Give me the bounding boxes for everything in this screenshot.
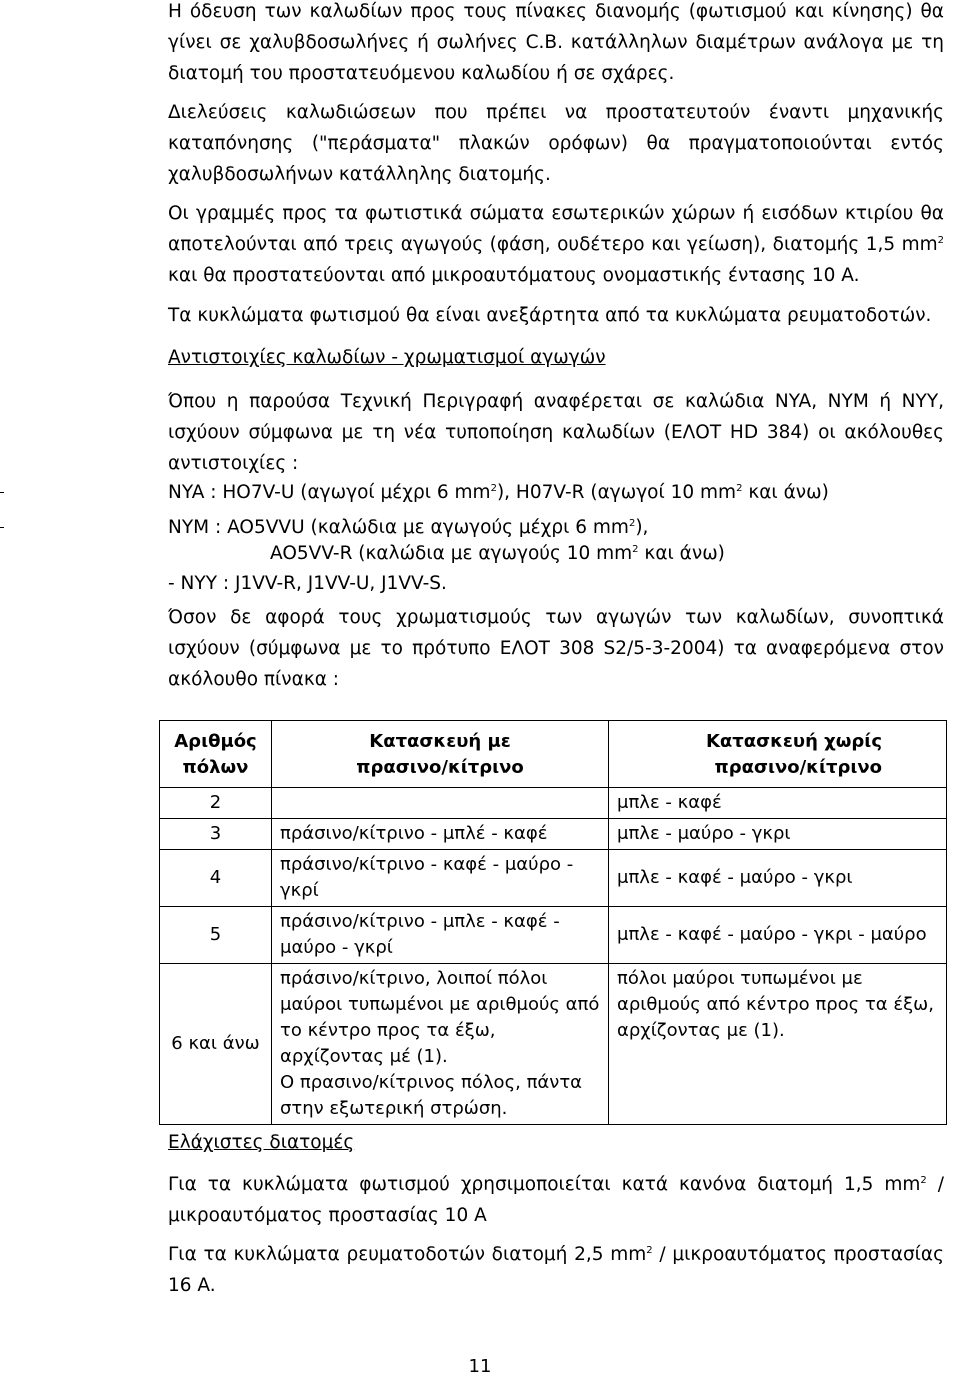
poles-cell: 4 [160,850,272,907]
nym-line: NYM : AO5VVU (καλώδια με αγωγούς μέχρι 6 $mm^2$), [168,517,649,538]
poles-cell: 2 [160,788,272,819]
lines-paragraph: Οι γραμμές προς τα φωτιστικά σώματα εσωτερικών χώρων ή εισόδων κτιρίου θα αποτελούνται από τρεις αγωγούς (φάση, ουδέτερο και γείωση), διατομής 1,5 $mm^2$ και θα προστατεύονται από μικροαυτόματους ονομαστικής έντασης 10 A. [168,203,944,286]
without-cell: μπλε - καφέ [609,788,947,819]
table-row [160,788,947,819]
header-poles: Αριθμός πόλων [160,721,272,788]
without-cell: μπλε - καφέ - μαύρο - γκρι [609,850,947,907]
table-row [160,907,947,964]
pole-colors-table [159,720,947,1125]
header-with-green-yellow: Κατασκευή με πρασινο/κίτρινο [272,721,609,788]
with-cell: πράσινο/κίτρινο - μπλε - καφέ - μαύρο - γκρί [272,907,609,964]
intro-paragraph: Η όδευση των καλωδίων προς τους πίνακες διανομής (φωτισμού και κίνησης) θα γίνει σε χαλυβδοσωλήνες ή σωλήνες C.B. κατάλληλων διαμέτρων ανάλογα με τη διατομή του προστατευόμενου καλωδίου ή σε σχάρες. [168,1,944,84]
nyy-line: - NYY : J1VV-R, J1VV-U, J1VV-S. [168,573,447,594]
lighting-min-section-paragraph: Για τα κυκλώματα φωτισμού χρησιμοποιείται κατά κανόνα διατομή 1,5 $mm^2$ / μικροαυτόματος προστασίας 10 A [168,1174,945,1226]
correspondence-heading: Αντιστοιχίες καλωδίων - χρωματισμοί αγωγών [168,347,606,368]
independent-circuits-paragraph: Τα κυκλώματα φωτισμού θα είναι ανεξάρτητα από τα κυκλώματα ρευματοδοτών. [168,305,932,326]
without-cell: μπλε - μαύρο - γκρι [609,819,947,850]
without-cell: πόλοι μαύροι τυπωμένοι με αριθμούς από κέντρο προς τα έξω, αρχίζοντας με (1). [609,964,947,1125]
correspondence-intro: Όπου η παρούσα Τεχνική Περιγραφή αναφέρεται σε καλώδια NYA, NYM ή NYY, ισχύουν σύμφωνα με τη νέα τυποποίηση καλωδίων (ΕΛΟΤ HD 384) οι ακόλουθες αντιστοιχίες : [168,391,944,474]
page-number: 11 [468,1356,492,1377]
with-cell: πράσινο/κίτρινο, λοιποί πόλοι μαύροι τυπωμένοι με αριθμούς από το κέντρο προς τα έξω, αρχίζοντας μέ (1). Ο πρασινο/κίτρινος πόλος, πάντα στην εξωτερική στρώση. [272,964,609,1125]
table-row [160,819,947,850]
nym-continuation-line: AO5VV-R (καλώδια με αγωγούς 10 $mm^2$ και άνω) [270,543,725,564]
nya-line: NYA : HO7V-U (αγωγοί μέχρι 6 $mm^2$), H07V-R (αγωγοί 10 $mm^2$ και άνω) [168,482,829,503]
crossings-paragraph: Διελεύσεις καλωδιώσεων που πρέπει να προστατευτούν έναντι μηχανικής καταπόνησης ("περάσματα" πλακών ορόφων) θα πραγματοποιούνται εντός χαλυβδοσωλήνων κατάλληλης διατομής. [168,102,944,185]
poles-cell: 3 [160,819,272,850]
poles-cell: 5 [160,907,272,964]
colors-intro-paragraph: Όσον δε αφορά τους χρωματισμούς των αγωγών των καλωδίων, συνοπτικά ισχύουν (σύμφωνα με το πρότυπο ΕΛΟΤ 308 S2/5-3-2004) τα αναφερόμενα στον ακόλουθο πίνακα : [168,607,944,690]
poles-cell: 6 και άνω [160,964,272,1125]
header-without-green-yellow: Κατασκευή χωρίς πρασινο/κίτρινο [609,721,947,788]
table-header-row [160,721,947,788]
list-marker [0,527,4,528]
with-cell [272,788,609,819]
with-cell: πράσινο/κίτρινο - καφέ - μαύρο - γκρί [272,850,609,907]
table-row [160,964,947,1125]
sockets-min-section-paragraph: Για τα κυκλώματα ρευματοδοτών διατομή 2,5 $mm^2$ / μικροαυτόματος προστασίας 16 A. [168,1244,944,1296]
without-cell: μπλε - καφέ - μαύρο - γκρι - μαύρο [609,907,947,964]
with-cell: πράσινο/κίτρινο - μπλέ - καφέ [272,819,609,850]
list-marker [0,492,4,493]
table-row [160,850,947,907]
min-sections-heading: Ελάχιστες διατομές [168,1132,355,1153]
